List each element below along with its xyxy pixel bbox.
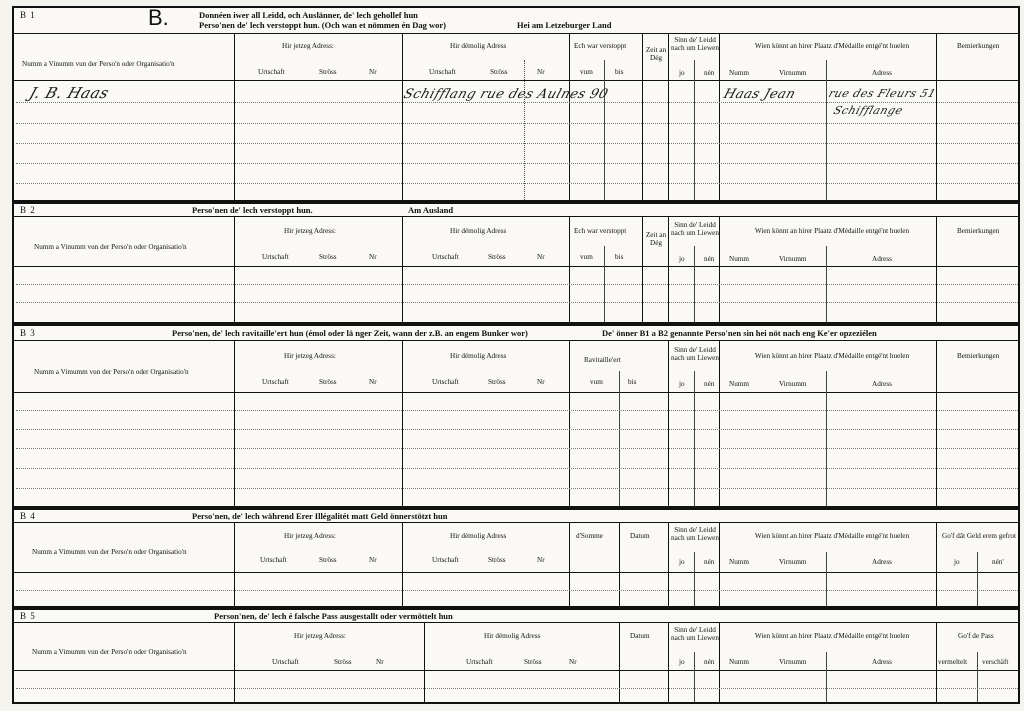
b3-sub-no-answer: nén: [704, 380, 715, 388]
b1-sub-no-answer: nén: [704, 69, 715, 77]
b1-entry-former-address: Schifflang rue des Aulnes 90: [401, 87, 611, 102]
b3-col-current: Hir jetzeg Adress:: [284, 352, 336, 360]
b1-sub-yes: jo: [679, 69, 685, 77]
b4-sub-no-2: Nr: [537, 556, 545, 564]
b5-col-danger: Sinn de' Leidd nach um Liewen: [671, 626, 719, 642]
b4-col-sum: d'Somme: [576, 532, 603, 540]
b2-col-current: Hir jetzeg Adress:: [284, 227, 336, 235]
b1-sub-street-2: Ströss: [490, 68, 508, 76]
section-b1-title-right: Hei am Letzeburger Land: [517, 20, 612, 30]
b4-col-name: Numm a Vimumm vun der Perso'n oder Organisatio'n: [32, 548, 187, 556]
b2-sub-address: Adress: [872, 255, 892, 263]
b1-entry-medal-name: Haas Jean: [721, 87, 798, 102]
b1-sub-no-1: Nr: [369, 68, 377, 76]
b5-sub-locality-1: Urtschaft: [272, 658, 299, 666]
b4-sub-no-answer: nén: [704, 558, 715, 566]
section-b3: [12, 324, 1020, 508]
section-b2-title-right: Am Ausland: [408, 205, 454, 215]
b4-sub-money-yes: jo: [954, 558, 960, 566]
section-b2-id: B 2: [20, 205, 36, 215]
b2-sub-no-2: Nr: [537, 253, 545, 261]
b4-sub-yes: jo: [679, 558, 685, 566]
b5-sub-pass-made: verschäft: [982, 658, 1009, 666]
b1-col-former: Hir démolig Adress: [450, 42, 507, 50]
b3-sub-no-2: Nr: [537, 378, 545, 386]
b3-sub-no-1: Nr: [369, 378, 377, 386]
b1-col-remarks: Bemierkungen: [957, 42, 1000, 50]
section-b2: [12, 202, 1020, 324]
b5-sub-locality-2: Urtschaft: [466, 658, 493, 666]
b2-col-hidden: Ech war verstoppt: [574, 227, 627, 235]
b1-entry-medal-address-2: Schifflange: [831, 104, 905, 117]
b4-col-medal: Wien könnt an hirer Plaatz d'Médaille entgé'nt huelen: [754, 532, 910, 540]
b3-sub-from: vum: [590, 378, 603, 386]
b3-col-former: Hir démolig Adress: [450, 352, 507, 360]
b3-sub-street-2: Ströss: [488, 378, 506, 386]
b2-col-time: Zeit an Dég: [645, 231, 667, 247]
b3-col-medal: Wien könnt an hirer Plaatz d'Médaille entgé'nt huelen: [754, 352, 910, 360]
b3-sub-yes: jo: [679, 380, 685, 388]
section-b3-header: [14, 326, 1018, 341]
b2-sub-firstname: Virnumm: [779, 255, 807, 263]
b3-col-remarks: Bemierkungen: [957, 352, 1000, 360]
b4-col-former: Hir démolig Adress: [450, 532, 507, 540]
b1-entry-name: J. B. Haas: [27, 84, 112, 102]
section-b1-id: B 1: [20, 10, 36, 20]
b5-sub-address: Adress: [872, 658, 892, 666]
section-b3-title-right: De' önner B1 a B2 genannte Perso'nen sin hei nöt nach eng Ke'er opzeziélen: [602, 328, 877, 338]
section-b4-id: B 4: [20, 511, 36, 521]
b4-sub-street-1: Ströss: [319, 556, 337, 564]
b4-sub-no-1: Nr: [369, 556, 377, 564]
section-b1: [12, 6, 1020, 202]
b3-sub-firstname: Virnumm: [779, 380, 807, 388]
b1-col-hidden: Ech war verstoppt: [574, 42, 627, 50]
b3-sub-address: Adress: [872, 380, 892, 388]
b2-col-danger: Sinn de' Leidd nach um Liewen: [671, 221, 719, 237]
b4-col-money: Go'f dât Geld erem gefrot: [942, 532, 1016, 540]
b1-sub-from: vum: [580, 68, 593, 76]
b4-sub-surname: Numm: [729, 558, 749, 566]
form-page: [12, 6, 1020, 706]
b5-sub-no-answer: nén: [704, 658, 715, 666]
b5-sub-surname: Numm: [729, 658, 749, 666]
b5-col-name: Numm a Vimumm vun der Perso'n oder Organisatio'n: [32, 648, 187, 656]
b5-col-pass: Go'f de Pass: [958, 632, 994, 640]
b2-sub-to: bis: [615, 253, 624, 261]
b3-col-name: Numm a Vimumm vun der Perso'n oder Organisatio'n: [34, 368, 189, 376]
b3-sub-to: bis: [628, 378, 637, 386]
b5-sub-pass-sold: vermeltelt: [938, 658, 968, 666]
section-b3-id: B 3: [20, 328, 36, 338]
b1-sub-to: bis: [615, 68, 624, 76]
b5-col-current: Hir jetzeg Adress:: [294, 632, 346, 640]
b4-col-date: Datum: [630, 532, 650, 540]
section-b4-title: Perso'nen, de' lech während Erer Illégalitét matt Geld önnerstötzt hun: [192, 511, 448, 521]
b4-col-danger: Sinn de' Leidd nach um Liewen: [671, 526, 719, 542]
b1-col-medal: Wien könnt an hirer Plaatz d'Médaille entgé'nt huelen: [754, 42, 910, 50]
b5-sub-yes: jo: [679, 658, 685, 666]
b2-sub-street-1: Ströss: [319, 253, 337, 261]
section-b1-title-1: Donnéen iwer all Leidd, och Auslänner, de' lech gehollef hun: [199, 10, 418, 20]
b3-sub-street-1: Ströss: [319, 378, 337, 386]
section-b5-header: [14, 610, 1018, 623]
b3-sub-surname: Numm: [729, 380, 749, 388]
b5-sub-street-1: Ströss: [334, 658, 352, 666]
b1-entry-medal-address-1: rue des Fleurs 51: [826, 87, 938, 100]
b4-col-current: Hir jetzeg Adress:: [284, 532, 336, 540]
b3-col-danger: Sinn de' Leidd nach um Liewen: [671, 346, 719, 362]
b1-col-name: Numm a Vinumm vun der Perso'n oder Organisatio'n: [22, 60, 175, 68]
b2-col-former: Hir démolig Adress: [450, 227, 507, 235]
b2-sub-surname: Numm: [729, 255, 749, 263]
b2-sub-yes: jo: [679, 255, 685, 263]
b1-sub-no-2: Nr: [537, 68, 545, 76]
b5-col-medal: Wien könnt an hirer Plaatz d'Médaille entgé'nt huelen: [754, 632, 910, 640]
section-b3-title: Perso'nen, de' lech ravitaille'ert hun (émol oder lä nger Zeit, wann der z.B. an engem Bunker wor): [172, 328, 528, 338]
b1-col-time: Zeit an Dég: [645, 46, 667, 62]
b1-sub-address: Adress: [872, 69, 892, 77]
section-b5: [12, 608, 1020, 704]
b2-col-name: Numm a Vinumm vun der Perso'n oder Organisatio'n: [34, 243, 187, 251]
section-b5-id: B 5: [20, 611, 36, 621]
b3-sub-locality-2: Urtschaft: [432, 378, 459, 386]
b1-col-current: Hir jetzeg Adress:: [282, 42, 334, 50]
b5-sub-no-2: Nr: [569, 658, 577, 666]
b5-sub-street-2: Ströss: [524, 658, 542, 666]
b1-col-danger: Sinn de' Leidd nach um Liewen: [671, 36, 719, 52]
b1-sub-locality-1: Urtschaft: [258, 68, 285, 76]
b4-sub-money-no: nén': [992, 558, 1004, 566]
b3-sub-locality-1: Urtschaft: [262, 378, 289, 386]
b2-sub-locality-1: Urtschaft: [262, 253, 289, 261]
b4-sub-firstname: Virnumm: [779, 558, 807, 566]
b4-sub-street-2: Ströss: [488, 556, 506, 564]
section-b2-title: Perso'nen de' lech verstoppt hun.: [192, 205, 313, 215]
b5-sub-no-1: Nr: [376, 658, 384, 666]
b1-sub-surname: Numm: [729, 69, 749, 77]
b3-col-supplied: Ravitaille'ert: [584, 356, 621, 364]
section-b4-header: [14, 510, 1018, 523]
b1-sub-firstname: Virnumm: [779, 69, 807, 77]
section-b1-title-2: Perso'nen de' lech verstoppt hun. (Och wan et nömmen én Dag wor): [199, 20, 446, 30]
b2-sub-from: vum: [580, 253, 593, 261]
b2-sub-no-1: Nr: [369, 253, 377, 261]
section-b2-header: [14, 204, 1018, 217]
b5-col-date: Datum: [630, 632, 650, 640]
section-b1-letter: B.: [148, 5, 169, 30]
b4-sub-locality-1: Urtschaft: [260, 556, 287, 564]
b4-sub-address: Adress: [872, 558, 892, 566]
b1-sub-street-1: Ströss: [319, 68, 337, 76]
section-b5-title: Person'nen, de' lech é falsche Pass ausgestallt oder vermöttelt hun: [214, 611, 453, 621]
b4-sub-locality-2: Urtschaft: [432, 556, 459, 564]
b5-sub-firstname: Virnumm: [779, 658, 807, 666]
b1-sub-locality-2: Urtschaft: [429, 68, 456, 76]
section-b4: [12, 508, 1020, 608]
section-b1-header: [14, 5, 1018, 34]
b5-col-former: Hir démolig Adress: [484, 632, 541, 640]
b2-col-remarks: Bemierkungen: [957, 227, 1000, 235]
b2-sub-no-answer: nén: [704, 255, 715, 263]
b2-sub-locality-2: Urtschaft: [432, 253, 459, 261]
b2-sub-street-2: Ströss: [488, 253, 506, 261]
b2-col-medal: Wien könnt an hirer Plaatz d'Médaille entgé'nt huelen: [754, 227, 910, 235]
